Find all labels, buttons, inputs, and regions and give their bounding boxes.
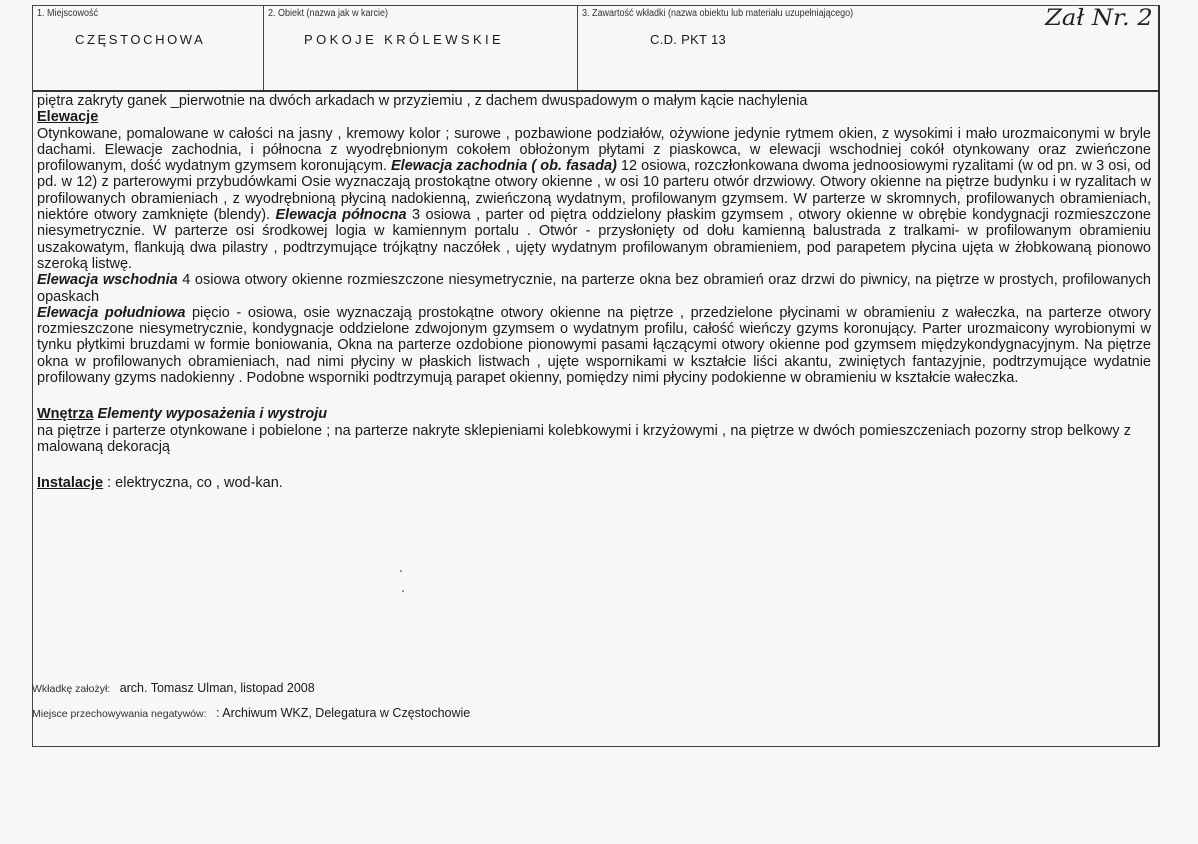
subheading-poludniowa: Elewacja południowa [37, 304, 186, 321]
header-row [33, 6, 1158, 92]
section-heading-elewacje: Elewacje [37, 109, 99, 126]
author-value: arch. Tomasz Ulman, listopad 2008 [119, 681, 315, 695]
elewacje-paragraph [37, 126, 1151, 273]
field-object [264, 6, 578, 90]
field-label: 3. Zawartość wkładki (nazwa obiektu lub materiału uzupełniającego) [582, 8, 854, 19]
poludniowa-paragraph [37, 305, 1151, 386]
author-row [32, 681, 1158, 695]
text: Otynkowane, pomalowane w całości na jasny , kremowy kolor ; surowe , pozbawione podziałów, ożywione jedynie rytmem okien, z wysokimi i mało urozmaiconymi w bryle dachami. Elewacje zachodnia, i północna z wyodrębnionym cokołem obłożonym płytami z piaskowca, w elewacji wschodniej cokół otynkowany oraz zwieńczone profilowanym, dość wydatnym gzymsem koronującym. [37, 125, 1151, 175]
wschodnia-paragraph [37, 272, 1151, 305]
wnetrza-text: na piętrze i parterze otynkowane i pobielone ; na parterze nakryte sklepieniami kolebkowymi i krzyżowymi , na piętrze w dwóch pomieszczeniach pozorny strop belkowy z malowaną dekoracją [37, 422, 1131, 455]
scan-speck [402, 590, 404, 592]
field-label: 2. Obiekt (nazwa jak w karcie) [268, 8, 389, 19]
text: 12 osiowa, rozczłonkowana dwoma jednoosiowymi ryzalitami (w od pn. w 3 osi, od pd. w 12) z parterowymi przybudówkami Osie wyznaczają prostokątne otwory okienne , w osi 10 parteru otwór drzwiowy. Otwory okienne na piętrze budynku i w ryzalitach w profilowanych obramieniach , z wyodrębnioną płyciną nadokienną, zwieńczoną wydatnym, profilowanym gzymsem. W parterze w skromnych, profilowanych obramieniach, niektóre otwory zamknięte (blendy). [37, 158, 1152, 224]
storage-label: Miejsce przechowywania negatywów: [32, 708, 207, 720]
document-form [32, 5, 1160, 747]
subheading-wschodnia: Elewacja wschodnia [37, 272, 178, 289]
text: 4 osiowa otwory okienne rozmieszczone niesymetrycznie, na parterze okna bez obramień oraz drzwi do piwnicy, na piętrze w prostych, profilowanych opaskach [37, 272, 1151, 305]
subheading-polnocna: Elewacja północna [275, 207, 407, 224]
field-value: C.D. PKT 13 [650, 32, 727, 47]
field-value: CZĘSTOCHOWA [75, 32, 206, 47]
storage-row [32, 706, 1158, 720]
intro-text: piętra zakryty ganek _pierwotnie na dwóch arkadach w przyziemiu , z dachem dwuspadowym o małym kącie nachylenia [37, 93, 808, 109]
document-body [37, 93, 1151, 492]
section-heading-wnetrza: Wnętrza [37, 406, 94, 423]
field-label: 1. Miejscowość [37, 8, 99, 19]
field-content [578, 6, 1158, 90]
subheading-wystroj: Elementy wyposażenia i wystroju [97, 406, 328, 423]
storage-value: : Archiwum WKZ, Delegatura w Częstochowie [215, 706, 471, 720]
scan-speck [400, 570, 402, 572]
text: pięcio - osiowa, osie wyznaczają prostokątne otwory okienne na piętrze , przedzielone płycinami w obramieniu z wałeczka, na parterze otwory rozmieszczone niesymetrycznie, kondygnacje oddzielone zdwojonym gzymsem o wydatnym profilu, całość wieńczy gzyms koronujący. Parter urozmaicony wyrobionymi w tynku płytkimi bruzdami w formie boniowania, Okna na parterze ozdobione pionowymi pasami łączącymi otwory okienne pod gzymsem międzykondygnacyjnym. Na piętrze okna w profilowanych obramieniach, nad nimi płyciny w płaskich listwach , ujęte wspornikami w kształcie liści akantu, zwiniętych fantazyjnie, podtrzymujące wydatnie profilowany gzyms nadokienny . Podobne wsporniki podtrzymują parapet okienny, pomiędzy nimi płyciny podokienne w obramieniu w kształcie wałeczka. [37, 304, 1151, 387]
subheading-zachodnia: Elewacja zachodnia ( ob. fasada) [391, 158, 617, 175]
field-value: POKOJE KRÓLEWSKIE [304, 32, 505, 47]
text: 3 osiowa , parter od piętra oddzielony płaskim gzymsem , otwory okienne w obrębie kondygnacji rozmieszczone niesymetrycznie. W parterze osi środkowej logia w kamiennym portalu . Otwór - przysłonięty od dołu kamienną balustrada z tralkami- w profilowanym obramieniu uszakowatym, flankują dwa pilastry , podtrzymujące trójkątny naczółek , ujęty wydatnym profilowanym obramieniem, pod parapetem płycina ujęta w żłobkowaną pionowo szeroką listwę. [37, 207, 1151, 272]
author-label: Wkładkę założył: [32, 683, 111, 695]
instalacje-text: : elektryczna, co , wod-kan. [103, 475, 283, 492]
field-locality [33, 6, 264, 90]
section-heading-instalacje: Instalacje [37, 475, 104, 492]
handwritten-note: Zał Nr. 2 [1045, 6, 1153, 31]
